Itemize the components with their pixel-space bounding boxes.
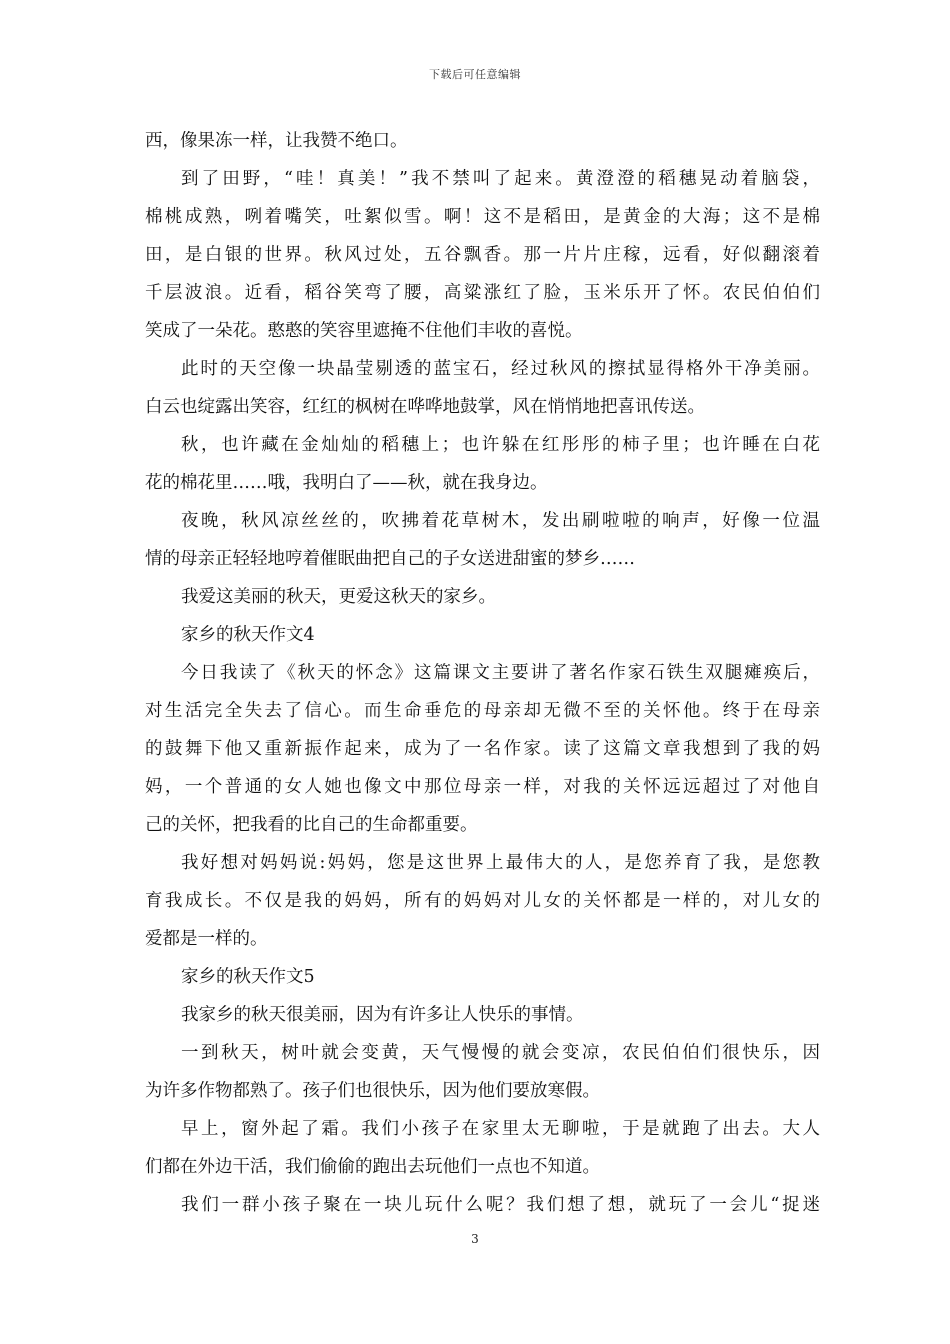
text-line: 夜晚，秋风凉丝丝的，吹拂着花草树木，发出刷啦啦的响声，好像一位温 <box>181 511 820 531</box>
text-line: 己的关怀，把我看的比自己的生命都重要。 <box>145 815 478 835</box>
text-line: 情的母亲正轻轻地哼着催眠曲把自己的子女送进甜蜜的梦乡…… <box>145 549 635 569</box>
text-line: 西，像果冻一样，让我赞不绝口。 <box>145 131 408 151</box>
text-line: 家乡的秋天作文5 <box>181 967 315 987</box>
text-line: 早上，窗外起了霜。我们小孩子在家里太无聊啦，于是就跑了出去。大人 <box>181 1119 820 1139</box>
text-line: 棉桃成熟，咧着嘴笑，吐絮似雪。啊！这不是稻田，是黄金的大海；这不是棉 <box>145 207 820 227</box>
text-line: 千层波浪。近看，稻谷笑弯了腰，高粱涨红了脸，玉米乐开了怀。农民伯伯们 <box>145 283 820 303</box>
page-header: 下载后可任意编辑 <box>429 68 521 81</box>
text-line: 我们一群小孩子聚在一块儿玩什么呢？我们想了想，就玩了一会儿“捉迷 <box>181 1195 820 1215</box>
text-line: 们都在外边干活，我们偷偷的跑出去玩他们一点也不知道。 <box>145 1157 600 1177</box>
text-line: 我爱这美丽的秋天，更爱这秋天的家乡。 <box>181 587 496 607</box>
page-number: 3 <box>471 1232 479 1246</box>
text-line: 对生活完全失去了信心。而生命垂危的母亲却无微不至的关怀他。终于在母亲 <box>145 701 820 721</box>
text-line: 秋，也许藏在金灿灿的稻穗上；也许躲在红彤彤的柿子里；也许睡在白花 <box>181 435 820 455</box>
text-line: 妈，一个普通的女人她也像文中那位母亲一样，对我的关怀远远超过了对他自 <box>145 777 820 797</box>
text-line: 我好想对妈妈说:妈妈，您是这世界上最伟大的人，是您养育了我，是您教 <box>181 853 820 873</box>
text-line: 田，是白银的世界。秋风过处，五谷飘香。那一片片庄稼，远看，好似翻滚着 <box>145 245 820 265</box>
text-line: 一到秋天，树叶就会变黄，天气慢慢的就会变凉，农民伯伯们很快乐，因 <box>181 1043 820 1063</box>
text-line: 的鼓舞下他又重新振作起来，成为了一名作家。读了这篇文章我想到了我的妈 <box>145 739 820 759</box>
text-line: 到了田野，“哇！真美！”我不禁叫了起来。黄澄澄的稻穗晃动着脑袋， <box>181 169 820 189</box>
text-line: 花的棉花里……哦，我明白了——秋，就在我身边。 <box>145 473 548 493</box>
text-line: 今日我读了《秋天的怀念》这篇课文主要讲了著名作家石铁生双腿瘫痪后， <box>181 663 820 683</box>
text-line: 我家乡的秋天很美丽，因为有许多让人快乐的事情。 <box>181 1005 584 1025</box>
text-line: 笑成了一朵花。憨憨的笑容里遮掩不住他们丰收的喜悦。 <box>145 321 583 341</box>
document-body <box>145 122 820 1224</box>
text-line: 爱都是一样的。 <box>145 929 268 949</box>
text-line: 育我成长。不仅是我的妈妈，所有的妈妈对儿女的关怀都是一样的，对儿女的 <box>145 891 820 911</box>
text-line: 为许多作物都熟了。孩子们也很快乐，因为他们要放寒假。 <box>145 1081 600 1101</box>
text-line: 家乡的秋天作文4 <box>181 625 315 645</box>
text-line: 此时的天空像一块晶莹剔透的蓝宝石，经过秋风的擦拭显得格外干净美丽。 <box>181 359 820 379</box>
text-line: 白云也绽露出笑容，红红的枫树在哗哗地鼓掌，风在悄悄地把喜讯传送。 <box>145 397 705 417</box>
